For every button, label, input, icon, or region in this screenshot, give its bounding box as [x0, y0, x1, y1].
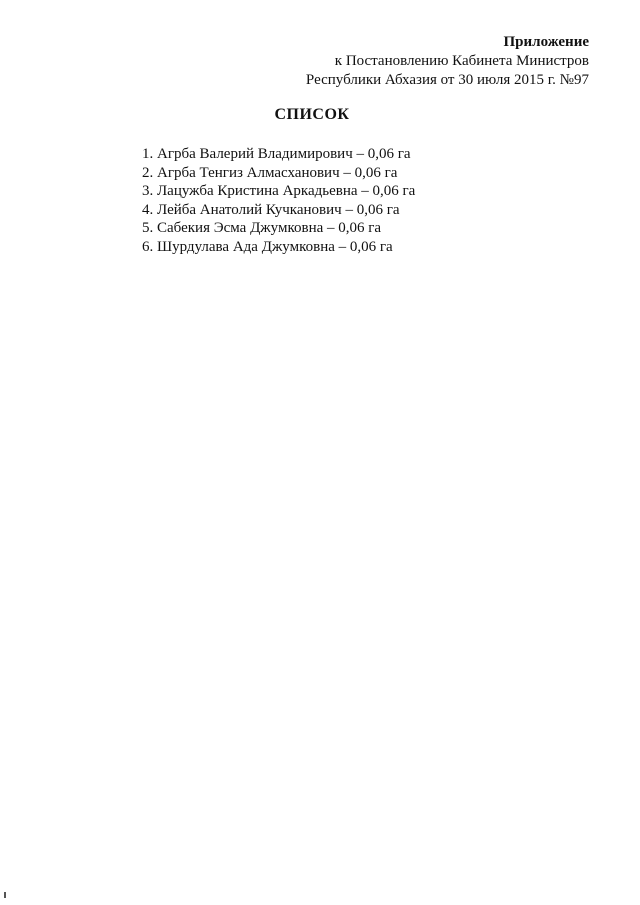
appendix-line-1: к Постановлению Кабинета Министров — [334, 53, 589, 69]
appendix-line-2: Республики Абхазия от 30 июля 2015 г. №97 — [305, 72, 589, 88]
appendix-header — [306, 33, 589, 90]
scan-artifact-mark — [4, 892, 6, 898]
list-item: 1. Агрба Валерий Владимирович – 0,06 га — [142, 146, 411, 162]
list-item: 2. Агрба Тенгиз Алмасханович – 0,06 га — [142, 164, 398, 181]
list-item: 3. Лацужба Кристина Аркадьевна – 0,06 га — [142, 183, 416, 200]
document-title-row — [0, 106, 640, 124]
people-list — [142, 145, 415, 257]
list-item: 4. Лейба Анатолий Кучканович – 0,06 га — [142, 201, 400, 218]
appendix-title: Приложение — [503, 34, 589, 50]
list-item: 6. Шурдулава Ада Джумковна – 0,06 га — [142, 238, 393, 255]
document-title: СПИСОК — [274, 106, 350, 123]
list-item: 5. Сабекия Эсма Джумковна – 0,06 га — [142, 220, 382, 237]
